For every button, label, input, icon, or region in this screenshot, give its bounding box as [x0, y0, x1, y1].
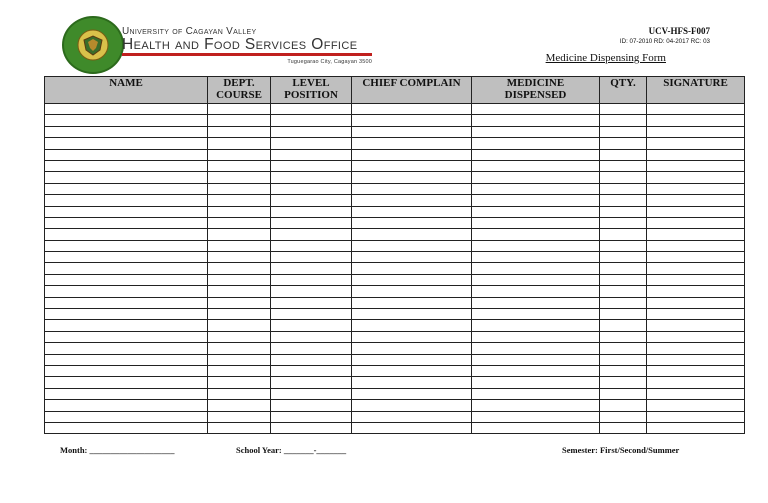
table-cell[interactable]: [208, 104, 271, 115]
table-cell[interactable]: [647, 354, 745, 365]
table-cell[interactable]: [271, 309, 352, 320]
table-cell[interactable]: [271, 331, 352, 342]
table-cell[interactable]: [45, 320, 208, 331]
table-cell[interactable]: [472, 297, 600, 308]
table-cell[interactable]: [352, 274, 472, 285]
table-cell[interactable]: [352, 400, 472, 411]
table-cell[interactable]: [647, 297, 745, 308]
table-cell[interactable]: [647, 377, 745, 388]
table-cell[interactable]: [647, 206, 745, 217]
table-cell[interactable]: [472, 411, 600, 422]
table-cell[interactable]: [647, 411, 745, 422]
table-cell[interactable]: [271, 297, 352, 308]
table-cell[interactable]: [647, 309, 745, 320]
table-row: [45, 126, 745, 137]
table-cell[interactable]: [600, 229, 647, 240]
table-row: [45, 138, 745, 149]
table-cell[interactable]: [600, 297, 647, 308]
table-cell[interactable]: [45, 309, 208, 320]
table-cell[interactable]: [45, 343, 208, 354]
table-row: [45, 365, 745, 376]
table-cell[interactable]: [208, 149, 271, 160]
table-row: [45, 240, 745, 251]
table-cell[interactable]: [600, 388, 647, 399]
table-cell[interactable]: [208, 240, 271, 251]
table-row: [45, 263, 745, 274]
table-cell[interactable]: [472, 183, 600, 194]
table-cell[interactable]: [600, 354, 647, 365]
table-cell[interactable]: [208, 400, 271, 411]
table-cell[interactable]: [647, 331, 745, 342]
letterhead-divider: [122, 53, 372, 56]
table-cell[interactable]: [208, 354, 271, 365]
table-cell[interactable]: [352, 422, 472, 433]
table-cell[interactable]: [45, 365, 208, 376]
table-cell[interactable]: [647, 229, 745, 240]
table-cell[interactable]: [271, 365, 352, 376]
table-cell[interactable]: [45, 411, 208, 422]
table-row: [45, 172, 745, 183]
table-cell[interactable]: [45, 104, 208, 115]
table-row: [45, 217, 745, 228]
table-cell[interactable]: [647, 274, 745, 285]
table-cell[interactable]: [600, 309, 647, 320]
col-header-dept-course: DEPT. COURSE: [208, 77, 271, 104]
table-cell[interactable]: [647, 149, 745, 160]
footer-month-field: Month: ____________________: [60, 445, 175, 455]
table-row: [45, 160, 745, 171]
table-row: [45, 331, 745, 342]
table-cell[interactable]: [600, 422, 647, 433]
table-cell[interactable]: [352, 377, 472, 388]
table-cell[interactable]: [208, 411, 271, 422]
table-row: [45, 320, 745, 331]
table-cell[interactable]: [472, 354, 600, 365]
table-cell[interactable]: [271, 104, 352, 115]
table-row: [45, 377, 745, 388]
table-row: [45, 354, 745, 365]
table-cell[interactable]: [45, 126, 208, 137]
table-cell[interactable]: [472, 343, 600, 354]
table-cell[interactable]: [45, 217, 208, 228]
table-cell[interactable]: [208, 422, 271, 433]
table-cell[interactable]: [271, 138, 352, 149]
table-cell[interactable]: [647, 365, 745, 376]
table-cell[interactable]: [647, 422, 745, 433]
table-row: [45, 252, 745, 263]
dispensing-log-table: [44, 76, 745, 434]
table-cell[interactable]: [208, 138, 271, 149]
table-cell[interactable]: [208, 172, 271, 183]
table-cell[interactable]: [45, 354, 208, 365]
table-cell[interactable]: [352, 365, 472, 376]
table-cell[interactable]: [208, 206, 271, 217]
table-cell[interactable]: [352, 160, 472, 171]
table-cell[interactable]: [208, 331, 271, 342]
table-cell[interactable]: [208, 229, 271, 240]
table-cell[interactable]: [647, 252, 745, 263]
table-row: [45, 309, 745, 320]
table-cell[interactable]: [271, 354, 352, 365]
table-cell[interactable]: [600, 331, 647, 342]
table-row: [45, 229, 745, 240]
table-cell[interactable]: [472, 274, 600, 285]
table-cell[interactable]: [352, 126, 472, 137]
form-revision-meta: ID: 07-2010 RD: 04-2017 RC: 03: [619, 38, 710, 45]
table-cell[interactable]: [208, 309, 271, 320]
table-cell[interactable]: [600, 411, 647, 422]
table-row: [45, 206, 745, 217]
table-row: [45, 104, 745, 115]
table-cell[interactable]: [45, 388, 208, 399]
university-seal-logo: [62, 16, 124, 74]
table-cell[interactable]: [472, 320, 600, 331]
table-cell[interactable]: [472, 286, 600, 297]
table-cell[interactable]: [45, 422, 208, 433]
table-cell[interactable]: [45, 252, 208, 263]
table-cell[interactable]: [352, 320, 472, 331]
table-cell[interactable]: [472, 149, 600, 160]
table-header-row: [45, 77, 745, 104]
table-cell[interactable]: [271, 126, 352, 137]
table-cell[interactable]: [271, 411, 352, 422]
table-cell[interactable]: [271, 217, 352, 228]
table-cell[interactable]: [352, 388, 472, 399]
table-cell[interactable]: [45, 229, 208, 240]
footer-school-year-field: School Year: _______-_______: [236, 445, 347, 455]
footer-semester-field: Semester: First/Second/Summer: [562, 445, 680, 455]
table-cell[interactable]: [647, 263, 745, 274]
table-cell[interactable]: [352, 263, 472, 274]
form-code-block: [560, 26, 710, 47]
table-cell[interactable]: [208, 195, 271, 206]
table-cell[interactable]: [208, 388, 271, 399]
table-cell[interactable]: [647, 400, 745, 411]
table-cell[interactable]: [600, 252, 647, 263]
table-cell[interactable]: [45, 149, 208, 160]
table-cell[interactable]: [600, 104, 647, 115]
table-cell[interactable]: [352, 286, 472, 297]
table-cell[interactable]: [45, 331, 208, 342]
table-cell[interactable]: [352, 354, 472, 365]
table-cell[interactable]: [271, 115, 352, 126]
table-cell[interactable]: [208, 217, 271, 228]
table-cell[interactable]: [647, 172, 745, 183]
table-cell[interactable]: [45, 183, 208, 194]
table-cell[interactable]: [600, 365, 647, 376]
table-cell[interactable]: [352, 104, 472, 115]
table-cell[interactable]: [271, 343, 352, 354]
table-cell[interactable]: [600, 263, 647, 274]
col-header-medicine-dispensed: MEDICINE DISPENSED: [472, 77, 600, 104]
table-cell[interactable]: [208, 297, 271, 308]
table-cell[interactable]: [472, 206, 600, 217]
table-cell[interactable]: [472, 115, 600, 126]
table-cell[interactable]: [600, 149, 647, 160]
table-cell[interactable]: [472, 160, 600, 171]
form-code: UCV-HFS-F007: [648, 26, 710, 36]
table-cell[interactable]: [45, 172, 208, 183]
table-cell[interactable]: [352, 229, 472, 240]
table-cell[interactable]: [271, 274, 352, 285]
table-row: [45, 115, 745, 126]
table-cell[interactable]: [600, 195, 647, 206]
table-cell[interactable]: [472, 365, 600, 376]
table-cell[interactable]: [647, 115, 745, 126]
table-cell[interactable]: [647, 388, 745, 399]
col-header-name: NAME: [45, 77, 208, 104]
table-cell[interactable]: [271, 172, 352, 183]
table-cell[interactable]: [600, 240, 647, 251]
table-cell[interactable]: [472, 138, 600, 149]
table-cell[interactable]: [600, 160, 647, 171]
table-cell[interactable]: [600, 126, 647, 137]
seal-emblem-icon: [76, 28, 110, 62]
table-cell[interactable]: [45, 115, 208, 126]
office-name: Health and Food Services Office: [122, 36, 358, 53]
table-cell[interactable]: [647, 217, 745, 228]
table-cell[interactable]: [271, 400, 352, 411]
letterhead: [62, 16, 382, 72]
table-cell[interactable]: [600, 274, 647, 285]
table-cell[interactable]: [352, 252, 472, 263]
table-cell[interactable]: [271, 388, 352, 399]
table-cell[interactable]: [472, 377, 600, 388]
table-cell[interactable]: [208, 365, 271, 376]
col-header-qty: QTY.: [600, 77, 647, 104]
table-cell[interactable]: [45, 297, 208, 308]
table-cell[interactable]: [208, 274, 271, 285]
table-cell[interactable]: [472, 331, 600, 342]
table-cell[interactable]: [600, 138, 647, 149]
table-cell[interactable]: [271, 422, 352, 433]
table-cell[interactable]: [352, 149, 472, 160]
table-cell[interactable]: [271, 263, 352, 274]
col-header-signature: SIGNATURE: [647, 77, 745, 104]
table-cell[interactable]: [600, 377, 647, 388]
table-cell[interactable]: [208, 126, 271, 137]
table-cell[interactable]: [271, 206, 352, 217]
table-row: [45, 411, 745, 422]
table-cell[interactable]: [45, 160, 208, 171]
table-row: [45, 286, 745, 297]
table-cell[interactable]: [352, 240, 472, 251]
table-cell[interactable]: [208, 377, 271, 388]
table-cell[interactable]: [472, 172, 600, 183]
table-cell[interactable]: [600, 206, 647, 217]
table-cell[interactable]: [45, 195, 208, 206]
table-row: [45, 422, 745, 433]
table-cell[interactable]: [208, 320, 271, 331]
table-cell[interactable]: [271, 229, 352, 240]
table-cell[interactable]: [472, 388, 600, 399]
table-cell[interactable]: [600, 172, 647, 183]
table-cell[interactable]: [271, 149, 352, 160]
table-cell[interactable]: [45, 138, 208, 149]
table-row: [45, 274, 745, 285]
office-address: Tuguegarao City, Cagayan 3500: [287, 59, 372, 65]
table-cell[interactable]: [208, 263, 271, 274]
col-header-chief-complain: CHIEF COMPLAIN: [352, 77, 472, 104]
table-cell[interactable]: [472, 263, 600, 274]
table-cell[interactable]: [472, 252, 600, 263]
table-cell[interactable]: [647, 160, 745, 171]
table-cell[interactable]: [352, 217, 472, 228]
table-cell[interactable]: [600, 115, 647, 126]
table-cell[interactable]: [647, 286, 745, 297]
table-cell[interactable]: [647, 240, 745, 251]
table-cell[interactable]: [208, 183, 271, 194]
table-cell[interactable]: [352, 343, 472, 354]
table-cell[interactable]: [472, 400, 600, 411]
table-cell[interactable]: [647, 343, 745, 354]
table-cell[interactable]: [647, 126, 745, 137]
table-cell[interactable]: [45, 400, 208, 411]
table-cell[interactable]: [472, 104, 600, 115]
table-row: [45, 183, 745, 194]
table-cell[interactable]: [45, 286, 208, 297]
table-cell[interactable]: [600, 320, 647, 331]
table-cell[interactable]: [472, 309, 600, 320]
table-row: [45, 343, 745, 354]
table-cell[interactable]: [472, 195, 600, 206]
table-cell[interactable]: [352, 183, 472, 194]
table-cell[interactable]: [45, 274, 208, 285]
table-cell[interactable]: [208, 115, 271, 126]
table-cell[interactable]: [271, 377, 352, 388]
table-cell[interactable]: [472, 126, 600, 137]
table-cell[interactable]: [208, 343, 271, 354]
table-cell[interactable]: [352, 115, 472, 126]
table-cell[interactable]: [600, 286, 647, 297]
table-cell[interactable]: [600, 400, 647, 411]
table-cell[interactable]: [352, 206, 472, 217]
table-cell[interactable]: [45, 206, 208, 217]
table-cell[interactable]: [647, 320, 745, 331]
table-cell[interactable]: [208, 286, 271, 297]
table-cell[interactable]: [472, 240, 600, 251]
table-cell[interactable]: [472, 217, 600, 228]
table-cell[interactable]: [45, 263, 208, 274]
table-cell[interactable]: [271, 252, 352, 263]
form-title: Medicine Dispensing Form: [545, 52, 666, 64]
table-cell[interactable]: [271, 286, 352, 297]
table-cell[interactable]: [472, 229, 600, 240]
university-name: University of Cagayan Valley: [122, 26, 257, 37]
table-cell[interactable]: [352, 195, 472, 206]
table-cell[interactable]: [647, 195, 745, 206]
table-cell[interactable]: [647, 138, 745, 149]
table-row: [45, 149, 745, 160]
table-row: [45, 297, 745, 308]
table-cell[interactable]: [208, 160, 271, 171]
table-cell[interactable]: [352, 331, 472, 342]
table-cell[interactable]: [647, 183, 745, 194]
table-row: [45, 195, 745, 206]
table-cell[interactable]: [271, 183, 352, 194]
table-cell[interactable]: [600, 183, 647, 194]
table-cell[interactable]: [600, 343, 647, 354]
table-cell[interactable]: [600, 217, 647, 228]
table-cell[interactable]: [352, 172, 472, 183]
table-cell[interactable]: [208, 252, 271, 263]
table-cell[interactable]: [352, 309, 472, 320]
table-cell[interactable]: [45, 377, 208, 388]
table-cell[interactable]: [352, 138, 472, 149]
table-cell[interactable]: [352, 297, 472, 308]
table-cell[interactable]: [647, 104, 745, 115]
table-cell[interactable]: [271, 195, 352, 206]
table-cell[interactable]: [271, 160, 352, 171]
col-header-level-position: LEVEL POSITION: [271, 77, 352, 104]
table-row: [45, 400, 745, 411]
table-cell[interactable]: [271, 240, 352, 251]
table-row: [45, 388, 745, 399]
table-cell[interactable]: [472, 422, 600, 433]
table-cell[interactable]: [271, 320, 352, 331]
table-cell[interactable]: [45, 240, 208, 251]
table-cell[interactable]: [352, 411, 472, 422]
